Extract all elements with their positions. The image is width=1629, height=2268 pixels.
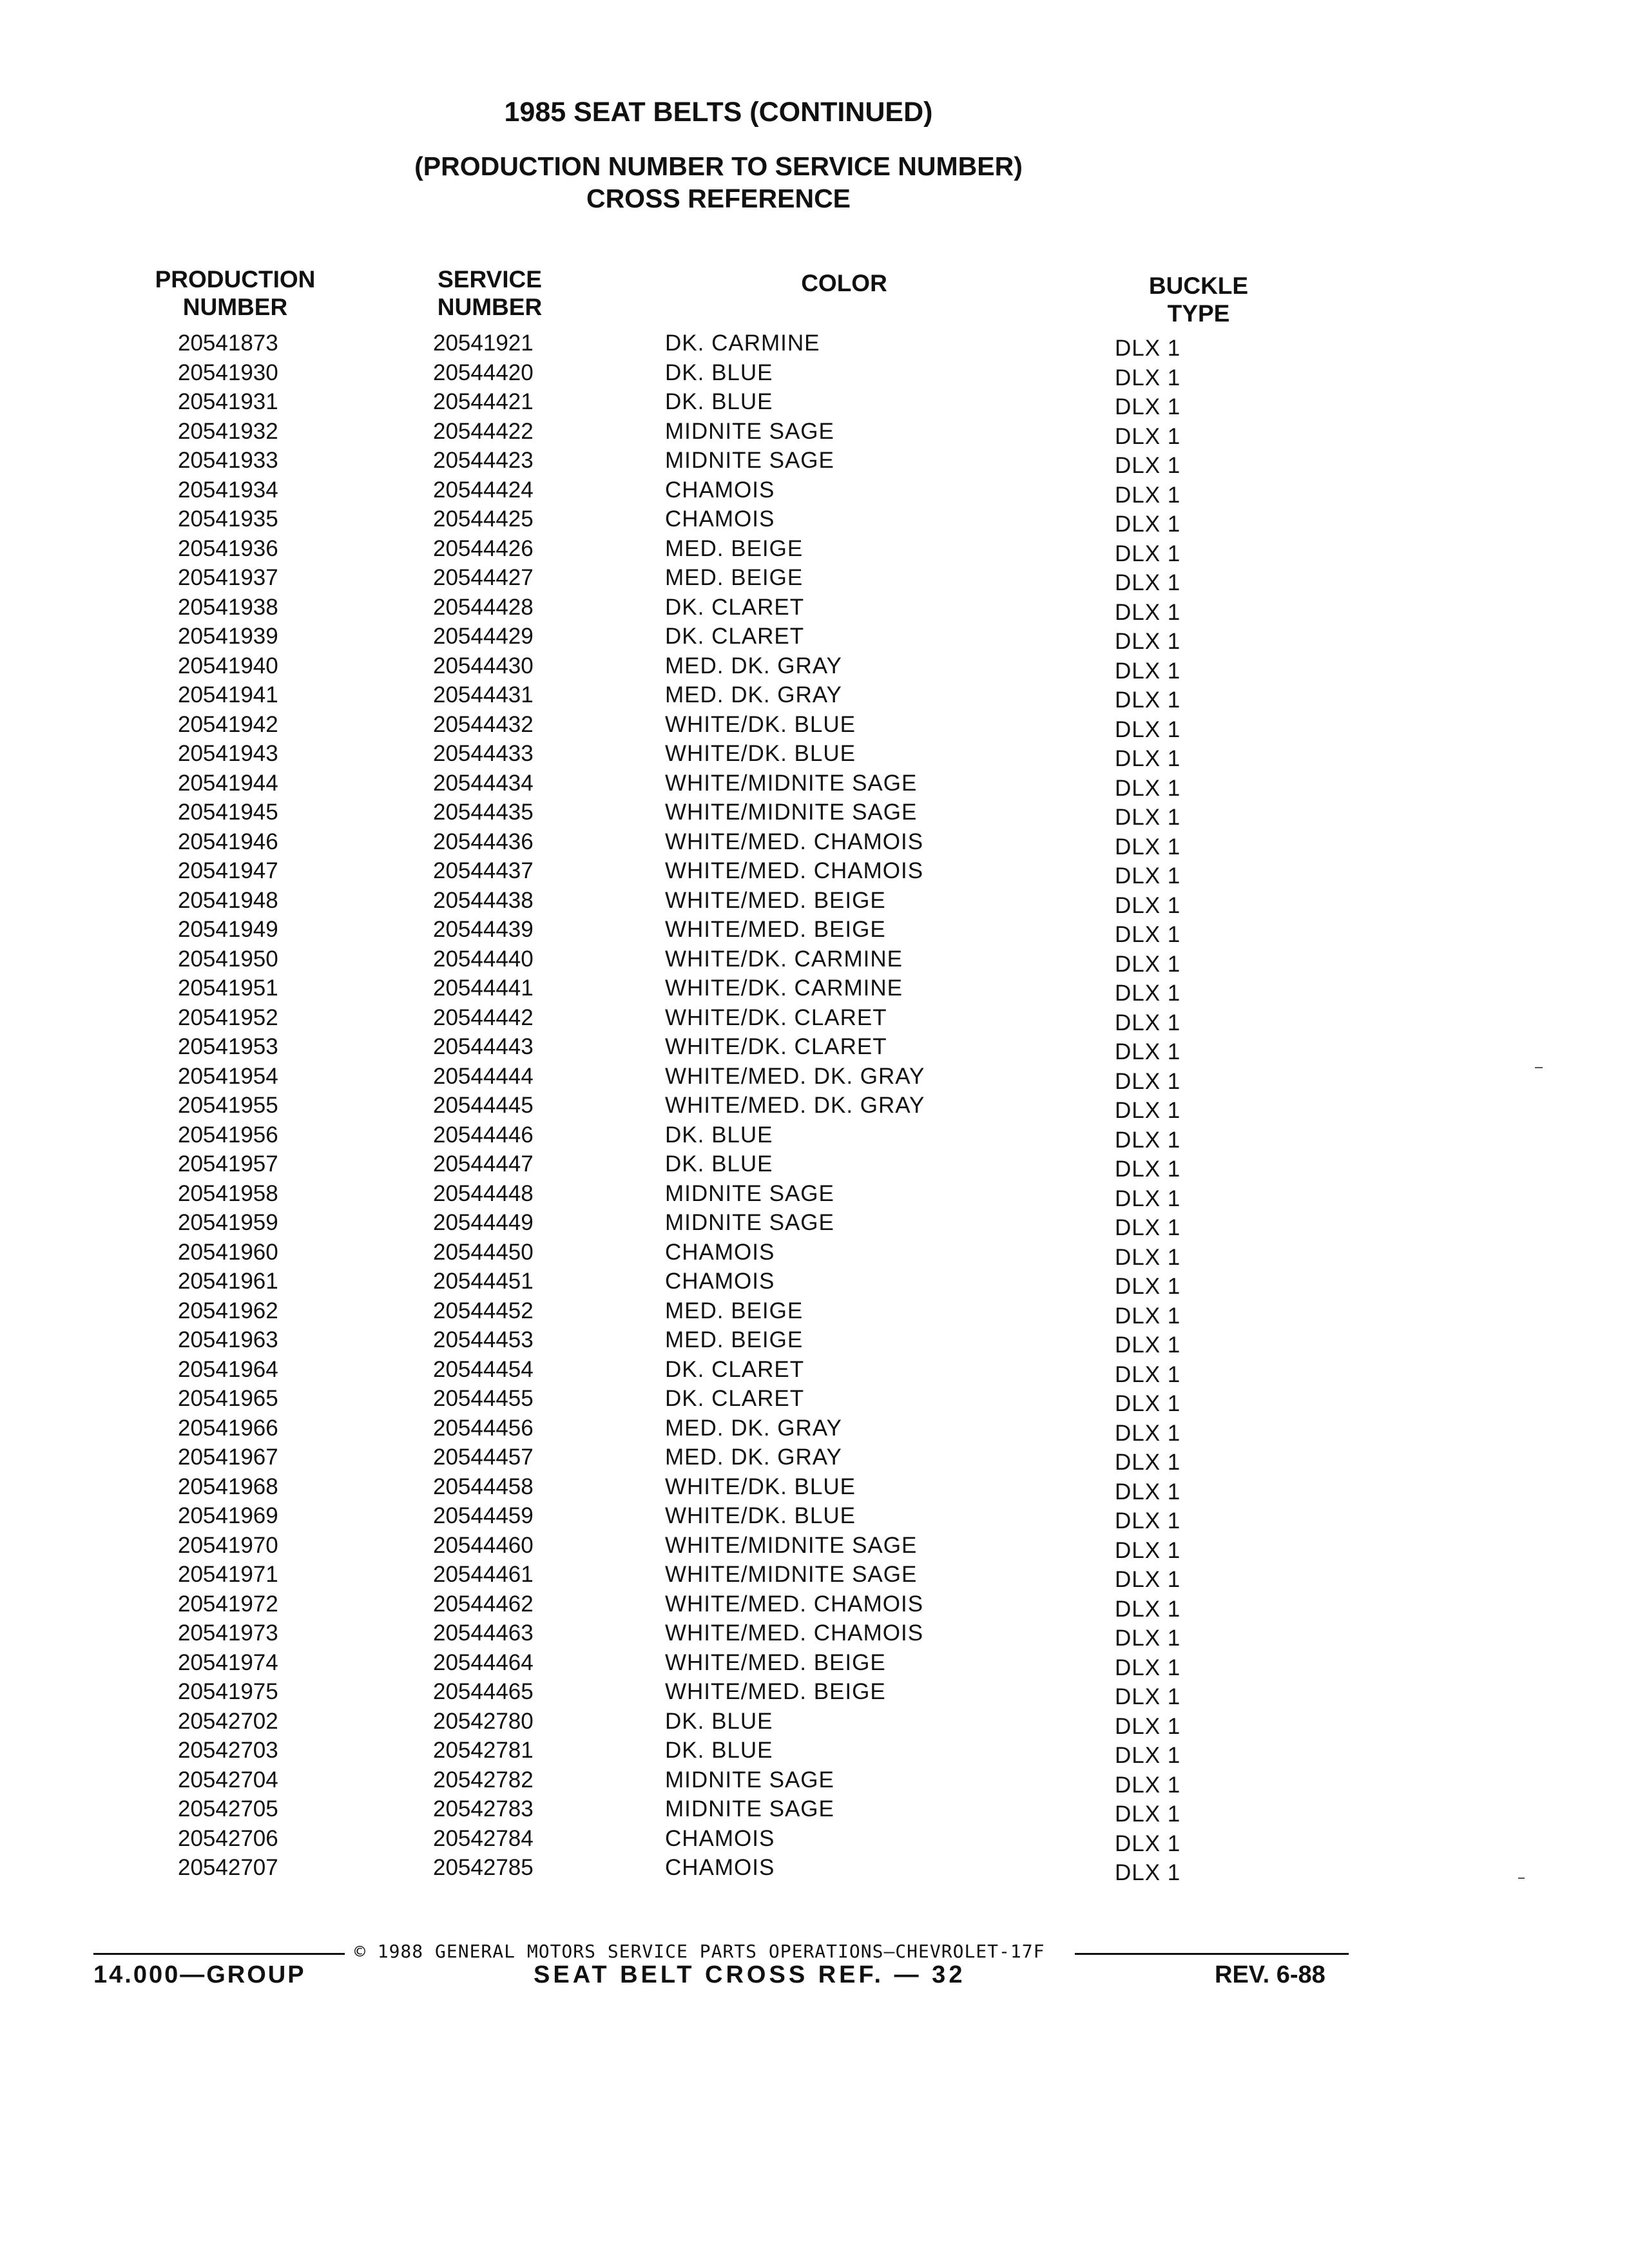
production-number-cell: 20541945 [178,800,278,825]
production-number-cell: 20541960 [178,1239,278,1265]
color-cell: WHITE/DK. CLARET [665,1004,887,1030]
buckle-type-cell: DLX 1 [1115,805,1181,830]
production-number-cell: 20541949 [178,917,278,942]
table-row [0,1591,1629,1621]
color-cell: WHITE/MED. BEIGE [665,887,886,913]
table-row [0,448,1629,477]
buckle-type-cell: DLX 1 [1115,951,1181,977]
service-number-cell: 20544424 [433,477,534,503]
buckle-type-cell: DLX 1 [1115,1361,1181,1387]
table-row [0,1240,1629,1269]
service-number-cell: 20544441 [433,975,534,1001]
production-number-cell: 20541973 [178,1620,278,1646]
buckle-type-cell: DLX 1 [1115,1772,1181,1798]
buckle-type-cell: DLX 1 [1115,1713,1181,1739]
service-number-cell: 20544430 [433,653,534,678]
table-row [0,947,1629,976]
color-cell: WHITE/MED. DK. GRAY [665,1093,925,1118]
color-cell: WHITE/DK. CARMINE [665,946,903,972]
table-row [0,771,1629,800]
service-number-cell: 20544445 [433,1093,534,1118]
production-number-cell: 20541969 [178,1503,278,1528]
color-cell: WHITE/MIDNITE SAGE [665,770,918,796]
buckle-type-cell: DLX 1 [1115,336,1181,361]
table-row [0,829,1629,859]
color-cell: CHAMOIS [665,1825,775,1851]
production-number-cell: 20541963 [178,1327,278,1352]
footer-rule-right [1075,1953,1349,1955]
service-number-cell: 20544440 [433,946,534,972]
buckle-type-cell: DLX 1 [1115,1127,1181,1153]
production-number-cell: 20541956 [178,1122,278,1148]
table-row [0,1327,1629,1357]
service-number-cell: 20544454 [433,1356,534,1382]
scan-speck [1535,1067,1543,1068]
buckle-type-cell: DLX 1 [1115,922,1181,947]
buckle-type-cell: DLX 1 [1115,1479,1181,1504]
color-cell: DK. CLARET [665,624,805,649]
table-row [0,1620,1629,1650]
buckle-type-cell: DLX 1 [1115,1420,1181,1446]
table-row [0,1357,1629,1387]
table-row [0,1386,1629,1416]
buckle-type-cell: DLX 1 [1115,1802,1181,1827]
color-cell: MED. DK. GRAY [665,1415,842,1441]
service-number-cell: 20544456 [433,1415,534,1441]
table-row [0,506,1629,536]
table-row [0,595,1629,624]
service-number-cell: 20544439 [433,917,534,942]
buckle-type-cell: DLX 1 [1115,599,1181,625]
production-number-cell: 20541975 [178,1679,278,1704]
production-number-cell: 20541936 [178,535,278,561]
color-cell: MED. BEIGE [665,565,804,590]
table-row [0,682,1629,712]
service-number-cell: 20544448 [433,1180,534,1206]
production-number-cell: 20542705 [178,1796,278,1821]
color-cell: WHITE/MED. CHAMOIS [665,829,924,854]
table-row [0,1855,1629,1885]
buckle-type-cell: DLX 1 [1115,1244,1181,1270]
buckle-type-cell: DLX 1 [1115,1098,1181,1123]
color-cell: MIDNITE SAGE [665,1767,834,1792]
buckle-type-cell: DLX 1 [1115,1068,1181,1094]
table-row [0,419,1629,448]
color-cell: DK. BLUE [665,1738,773,1763]
color-cell: WHITE/DK. BLUE [665,711,856,737]
buckle-type-cell: DLX 1 [1115,1303,1181,1329]
table-row [0,389,1629,419]
color-cell: MIDNITE SAGE [665,1796,834,1821]
service-number-cell: 20542784 [433,1825,534,1851]
color-cell: MIDNITE SAGE [665,448,834,473]
table-row [0,1533,1629,1562]
service-number-cell: 20544428 [433,594,534,620]
service-number-cell: 20544426 [433,535,534,561]
buckle-type-cell: DLX 1 [1115,1596,1181,1622]
production-number-cell: 20541957 [178,1151,278,1177]
service-number-cell: 20544447 [433,1151,534,1177]
service-number-cell: 20544433 [433,741,534,766]
table-row [0,1445,1629,1474]
page-subtitle-cross-reference: CROSS REFERENCE [586,184,851,213]
color-cell: DK. BLUE [665,1151,773,1177]
buckle-type-cell: DLX 1 [1115,746,1181,771]
service-number-cell: 20544446 [433,1122,534,1148]
color-cell: WHITE/MED. CHAMOIS [665,858,924,883]
service-number-cell: 20544461 [433,1562,534,1587]
production-number-cell: 20541961 [178,1269,278,1294]
buckle-type-cell: DLX 1 [1115,1274,1181,1299]
buckle-type-cell: DLX 1 [1115,834,1181,860]
service-number-cell: 20544462 [433,1591,534,1617]
table-row [0,1210,1629,1240]
table-row [0,1416,1629,1445]
service-number-cell: 20544434 [433,770,534,796]
production-number-cell: 20541942 [178,711,278,737]
color-cell: DK. BLUE [665,1708,773,1734]
production-number-cell: 20541962 [178,1298,278,1323]
column-header-color [760,269,928,297]
production-number-cell: 20541952 [178,1004,278,1030]
production-number-cell: 20541951 [178,975,278,1001]
table-row [0,1093,1629,1122]
service-number-cell: 20544458 [433,1474,534,1499]
service-number-cell: 20541921 [433,331,534,356]
buckle-type-cell: DLX 1 [1115,1332,1181,1358]
table-row [0,624,1629,653]
footer-copyright: © 1988 GENERAL MOTORS SERVICE PARTS OPERATIONS—CHEVROLET-17F [354,1941,1045,1962]
color-cell: DK. BLUE [665,360,773,385]
service-number-cell: 20544438 [433,887,534,913]
column-header-buckle-type [1118,272,1279,327]
production-number-cell: 20541948 [178,887,278,913]
service-number-cell: 20544444 [433,1063,534,1089]
production-number-cell: 20541941 [178,682,278,707]
production-number-cell: 20541968 [178,1474,278,1499]
production-number-cell: 20541934 [178,477,278,503]
buckle-type-cell: DLX 1 [1115,1039,1181,1064]
column-header-line: NUMBER [437,294,543,320]
buckle-type-cell: DLX 1 [1115,981,1181,1006]
buckle-type-cell: DLX 1 [1115,1626,1181,1651]
buckle-type-cell: DLX 1 [1115,658,1181,684]
production-number-cell: 20541873 [178,331,278,356]
service-number-cell: 20542781 [433,1738,534,1763]
buckle-type-cell: DLX 1 [1115,512,1181,537]
buckle-type-cell: DLX 1 [1115,1743,1181,1768]
buckle-type-cell: DLX 1 [1115,1186,1181,1211]
table-row [0,800,1629,829]
table-row [0,712,1629,742]
color-cell: WHITE/MED. DK. GRAY [665,1063,925,1089]
production-number-cell: 20541931 [178,389,278,414]
table-row [0,1709,1629,1738]
production-number-cell: 20542704 [178,1767,278,1792]
production-number-cell: 20541938 [178,594,278,620]
color-cell: WHITE/MED. BEIGE [665,1649,886,1675]
service-number-cell: 20544453 [433,1327,534,1352]
service-number-cell: 20544452 [433,1298,534,1323]
production-number-cell: 20542707 [178,1855,278,1880]
table-row [0,1064,1629,1093]
table-row [0,1503,1629,1533]
color-cell: WHITE/DK. CLARET [665,1034,887,1059]
service-number-cell: 20544459 [433,1503,534,1528]
buckle-type-cell: DLX 1 [1115,1215,1181,1240]
table-row [0,917,1629,947]
buckle-type-cell: DLX 1 [1115,1831,1181,1856]
color-cell: CHAMOIS [665,1239,775,1265]
page-title: 1985 SEAT BELTS (CONTINUED) [504,97,933,128]
production-number-cell: 20542703 [178,1738,278,1763]
table-row [0,741,1629,771]
color-cell: WHITE/DK. BLUE [665,1474,856,1499]
production-number-cell: 20541955 [178,1093,278,1118]
table-row [0,1269,1629,1298]
production-number-cell: 20541947 [178,858,278,883]
production-number-cell: 20541937 [178,565,278,590]
color-cell: WHITE/DK. BLUE [665,1503,856,1528]
buckle-type-cell: DLX 1 [1115,365,1181,390]
color-cell: MED. DK. GRAY [665,1445,842,1470]
service-number-cell: 20544437 [433,858,534,883]
service-number-cell: 20544431 [433,682,534,707]
table-row [0,1767,1629,1797]
service-number-cell: 20544436 [433,829,534,854]
cross-reference-table [0,331,1629,1885]
buckle-type-cell: DLX 1 [1115,1684,1181,1709]
table-row [0,1005,1629,1035]
service-number-cell: 20542780 [433,1708,534,1734]
color-cell: DK. BLUE [665,389,773,414]
footer-page-label: SEAT BELT CROSS REF. — 32 [534,1961,966,1988]
service-number-cell: 20544429 [433,624,534,649]
scan-speck [1518,1878,1525,1879]
service-number-cell: 20544442 [433,1004,534,1030]
table-row [0,888,1629,918]
color-cell: MIDNITE SAGE [665,418,834,444]
table-row [0,536,1629,566]
color-cell: WHITE/MIDNITE SAGE [665,1532,918,1558]
table-row [0,1151,1629,1181]
service-number-cell: 20544451 [433,1269,534,1294]
production-number-cell: 20541950 [178,946,278,972]
color-cell: DK. CLARET [665,1386,805,1411]
table-row [0,1738,1629,1767]
table-row [0,858,1629,888]
buckle-type-cell: DLX 1 [1115,1391,1181,1416]
buckle-type-cell: DLX 1 [1115,1537,1181,1563]
color-cell: CHAMOIS [665,1269,775,1294]
production-number-cell: 20541970 [178,1532,278,1558]
color-cell: MIDNITE SAGE [665,1180,834,1206]
table-row [0,1474,1629,1504]
column-header-line: PRODUCTION [155,266,316,293]
service-number-cell: 20544432 [433,711,534,737]
production-number-cell: 20541933 [178,448,278,473]
service-number-cell: 20544449 [433,1210,534,1235]
production-number-cell: 20541972 [178,1591,278,1617]
buckle-type-cell: DLX 1 [1115,541,1181,566]
production-number-cell: 20541966 [178,1415,278,1441]
table-row [0,1826,1629,1856]
table-row [0,1122,1629,1152]
production-number-cell: 20541967 [178,1445,278,1470]
table-row [0,653,1629,683]
production-number-cell: 20541954 [178,1063,278,1089]
service-number-cell: 20544421 [433,389,534,414]
table-row [0,360,1629,390]
production-number-cell: 20541953 [178,1034,278,1059]
service-number-cell: 20544422 [433,418,534,444]
color-cell: DK. BLUE [665,1122,773,1148]
column-header-service-number [432,265,548,321]
service-number-cell: 20542782 [433,1767,534,1792]
service-number-cell: 20544460 [433,1532,534,1558]
buckle-type-cell: DLX 1 [1115,482,1181,508]
table-row [0,1650,1629,1680]
buckle-type-cell: DLX 1 [1115,423,1181,449]
production-number-cell: 20541944 [178,770,278,796]
service-number-cell: 20544443 [433,1034,534,1059]
color-cell: CHAMOIS [665,506,775,532]
table-row [0,1796,1629,1826]
color-cell: DK. CARMINE [665,331,820,356]
production-number-cell: 20541971 [178,1562,278,1587]
table-row [0,331,1629,360]
buckle-type-cell: DLX 1 [1115,1860,1181,1885]
production-number-cell: 20542702 [178,1708,278,1734]
footer-rule-left [93,1953,345,1955]
footer-group: 14.000—GROUP [93,1961,306,1988]
buckle-type-cell: DLX 1 [1115,629,1181,654]
buckle-type-cell: DLX 1 [1115,687,1181,713]
buckle-type-cell: DLX 1 [1115,1450,1181,1475]
color-cell: CHAMOIS [665,1855,775,1880]
color-cell: MED. BEIGE [665,1327,804,1352]
buckle-type-cell: DLX 1 [1115,716,1181,742]
service-number-cell: 20544435 [433,800,534,825]
footer-revision: REV. 6-88 [1215,1961,1325,1988]
color-cell: MED. BEIGE [665,1298,804,1323]
color-cell: WHITE/MIDNITE SAGE [665,800,918,825]
service-number-cell: 20544425 [433,506,534,532]
production-number-cell: 20541943 [178,741,278,766]
color-cell: CHAMOIS [665,477,775,503]
service-number-cell: 20544463 [433,1620,534,1646]
production-number-cell: 20541958 [178,1180,278,1206]
column-header-line: BUCKLE [1148,273,1249,299]
color-cell: WHITE/DK. CARMINE [665,975,903,1001]
color-cell: DK. CLARET [665,594,805,620]
color-cell: MED. BEIGE [665,535,804,561]
table-row [0,975,1629,1005]
production-number-cell: 20541965 [178,1386,278,1411]
production-number-cell: 20541974 [178,1649,278,1675]
table-row [0,565,1629,595]
table-row [0,1562,1629,1591]
column-header-line: TYPE [1167,300,1230,327]
table-row [0,477,1629,507]
color-cell: WHITE/MED. BEIGE [665,917,886,942]
color-cell: MIDNITE SAGE [665,1210,834,1235]
buckle-type-cell: DLX 1 [1115,570,1181,595]
color-cell: WHITE/DK. BLUE [665,741,856,766]
production-number-cell: 20542706 [178,1825,278,1851]
buckle-type-cell: DLX 1 [1115,453,1181,478]
production-number-cell: 20541932 [178,418,278,444]
buckle-type-cell: DLX 1 [1115,775,1181,801]
page-subtitle: (PRODUCTION NUMBER TO SERVICE NUMBER) [414,151,1023,181]
table-row [0,1298,1629,1328]
service-number-cell: 20544464 [433,1649,534,1675]
production-number-cell: 20541930 [178,360,278,385]
service-number-cell: 20544427 [433,565,534,590]
column-header-production-number [155,265,316,321]
buckle-type-cell: DLX 1 [1115,1508,1181,1533]
production-number-cell: 20541959 [178,1210,278,1235]
table-row [0,1034,1629,1064]
column-header-line: SERVICE [438,266,542,293]
production-number-cell: 20541940 [178,653,278,678]
service-number-cell: 20544455 [433,1386,534,1411]
production-number-cell: 20541964 [178,1356,278,1382]
buckle-type-cell: DLX 1 [1115,1567,1181,1592]
column-header-line: NUMBER [182,294,288,320]
color-cell: MED. DK. GRAY [665,682,842,707]
service-number-cell: 20542783 [433,1796,534,1821]
color-cell: WHITE/MIDNITE SAGE [665,1562,918,1587]
color-cell: WHITE/MED. CHAMOIS [665,1620,924,1646]
buckle-type-cell: DLX 1 [1115,394,1181,419]
color-cell: MED. DK. GRAY [665,653,842,678]
service-number-cell: 20544465 [433,1679,534,1704]
buckle-type-cell: DLX 1 [1115,1010,1181,1035]
service-number-cell: 20544457 [433,1445,534,1470]
table-row [0,1679,1629,1709]
service-number-cell: 20542785 [433,1855,534,1880]
service-number-cell: 20544423 [433,448,534,473]
buckle-type-cell: DLX 1 [1115,892,1181,918]
color-cell: WHITE/MED. CHAMOIS [665,1591,924,1617]
production-number-cell: 20541935 [178,506,278,532]
production-number-cell: 20541946 [178,829,278,854]
service-number-cell: 20544450 [433,1239,534,1265]
buckle-type-cell: DLX 1 [1115,863,1181,889]
service-number-cell: 20544420 [433,360,534,385]
column-header-line: COLOR [801,270,887,296]
table-row [0,1181,1629,1211]
color-cell: DK. CLARET [665,1356,805,1382]
production-number-cell: 20541939 [178,624,278,649]
buckle-type-cell: DLX 1 [1115,1655,1181,1680]
buckle-type-cell: DLX 1 [1115,1157,1181,1182]
color-cell: WHITE/MED. BEIGE [665,1679,886,1704]
